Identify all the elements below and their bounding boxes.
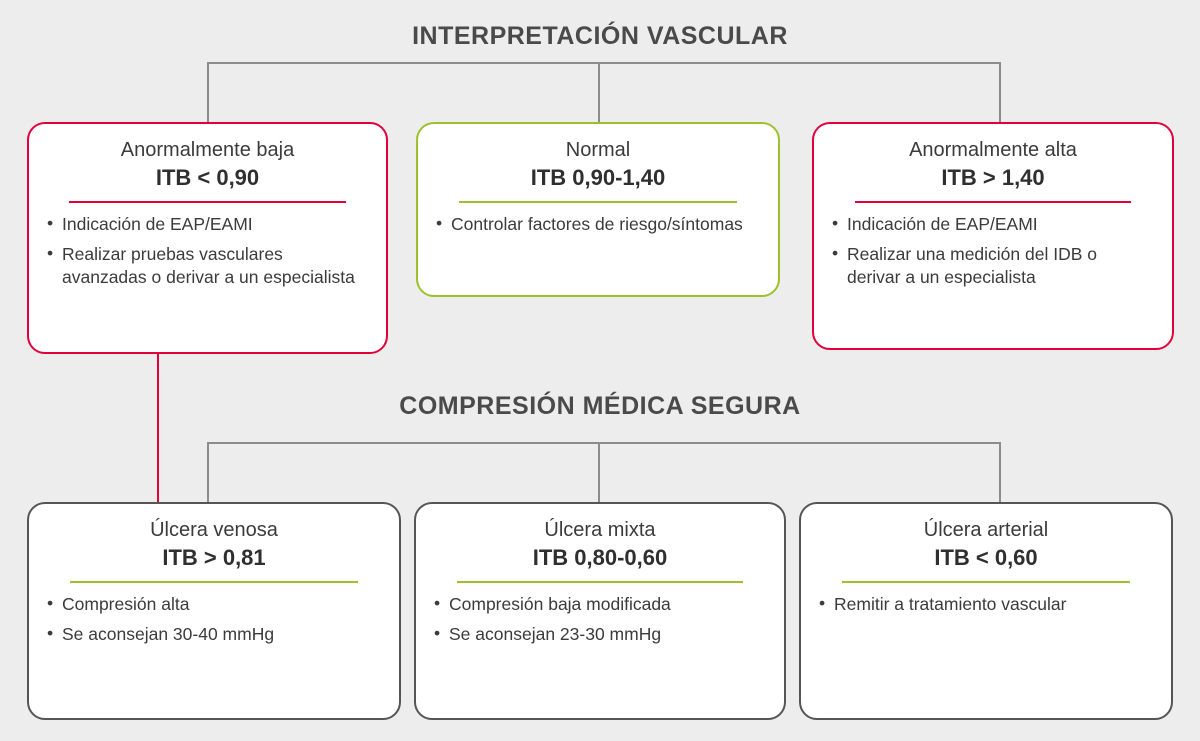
list-item: • Indicación de EAP/EAMI bbox=[47, 213, 368, 237]
card-normal-value: ITB 0,90-1,40 bbox=[530, 165, 666, 190]
card-high-divider bbox=[855, 201, 1132, 203]
card-mixed-title: Úlcera mixta bbox=[544, 519, 656, 541]
card-low-divider bbox=[69, 201, 345, 203]
list-item: • Controlar factores de riesgo/síntomas bbox=[436, 213, 760, 237]
card-venous-ulcer bbox=[27, 502, 401, 720]
card-high-title: Anormalmente alta bbox=[909, 139, 1077, 161]
card-mixed-value: ITB 0,80-0,60 bbox=[532, 545, 668, 570]
list-item: • Realizar pruebas vasculares avanzadas o derivar a un especialista bbox=[47, 243, 368, 290]
card-normal-divider bbox=[459, 201, 738, 203]
card-arterial-title: Úlcera arterial bbox=[923, 519, 1049, 541]
connector-vertical-vascular-right bbox=[999, 62, 1001, 122]
section-title-compression: COMPRESIÓN MÉDICA SEGURA bbox=[399, 392, 801, 420]
card-venous-divider bbox=[70, 581, 357, 583]
card-high-value: ITB > 1,40 bbox=[941, 165, 1045, 190]
list-item: • Se aconsejan 30-40 mmHg bbox=[47, 623, 381, 647]
card-normal-bullets bbox=[436, 213, 760, 243]
connector-low-to-compression bbox=[157, 354, 159, 502]
card-venous-value: ITB > 0,81 bbox=[162, 545, 266, 570]
card-arterial-divider bbox=[842, 581, 1129, 583]
card-venous-title: Úlcera venosa bbox=[150, 519, 278, 541]
list-item: • Realizar una medición del IDB o derivar a un especialista bbox=[832, 243, 1154, 290]
card-high-bullets bbox=[832, 213, 1154, 296]
card-normal-title: Normal bbox=[565, 139, 631, 161]
connector-vertical-compression-left bbox=[207, 442, 209, 502]
card-abnormally-high bbox=[812, 122, 1174, 350]
connector-vertical-compression-center bbox=[598, 442, 600, 502]
card-arterial-value: ITB < 0,60 bbox=[934, 545, 1038, 570]
list-item: • Remitir a tratamiento vascular bbox=[819, 593, 1153, 617]
card-mixed-ulcer bbox=[414, 502, 786, 720]
card-arterial-ulcer bbox=[799, 502, 1173, 720]
card-low-title: Anormalmente baja bbox=[120, 139, 295, 161]
card-mixed-bullets bbox=[434, 593, 766, 652]
connector-vertical-vascular-center bbox=[598, 62, 600, 122]
list-item: • Indicación de EAP/EAMI bbox=[832, 213, 1154, 237]
list-item: • Compresión alta bbox=[47, 593, 381, 617]
list-item: • Se aconsejan 23-30 mmHg bbox=[434, 623, 766, 647]
card-arterial-bullets bbox=[819, 593, 1153, 623]
section-title-vascular: INTERPRETACIÓN VASCULAR bbox=[412, 22, 788, 50]
connector-vertical-compression-right bbox=[999, 442, 1001, 502]
connector-horizontal-compression bbox=[207, 442, 1000, 444]
card-low-value: ITB < 0,90 bbox=[155, 165, 260, 190]
card-abnormally-low bbox=[27, 122, 388, 354]
connector-horizontal-vascular bbox=[207, 62, 1000, 64]
card-venous-bullets bbox=[47, 593, 381, 652]
card-low-bullets bbox=[47, 213, 368, 296]
list-item: • Compresión baja modificada bbox=[434, 593, 766, 617]
card-mixed-divider bbox=[457, 581, 743, 583]
card-normal bbox=[416, 122, 780, 297]
connector-vertical-vascular-left bbox=[207, 62, 209, 122]
